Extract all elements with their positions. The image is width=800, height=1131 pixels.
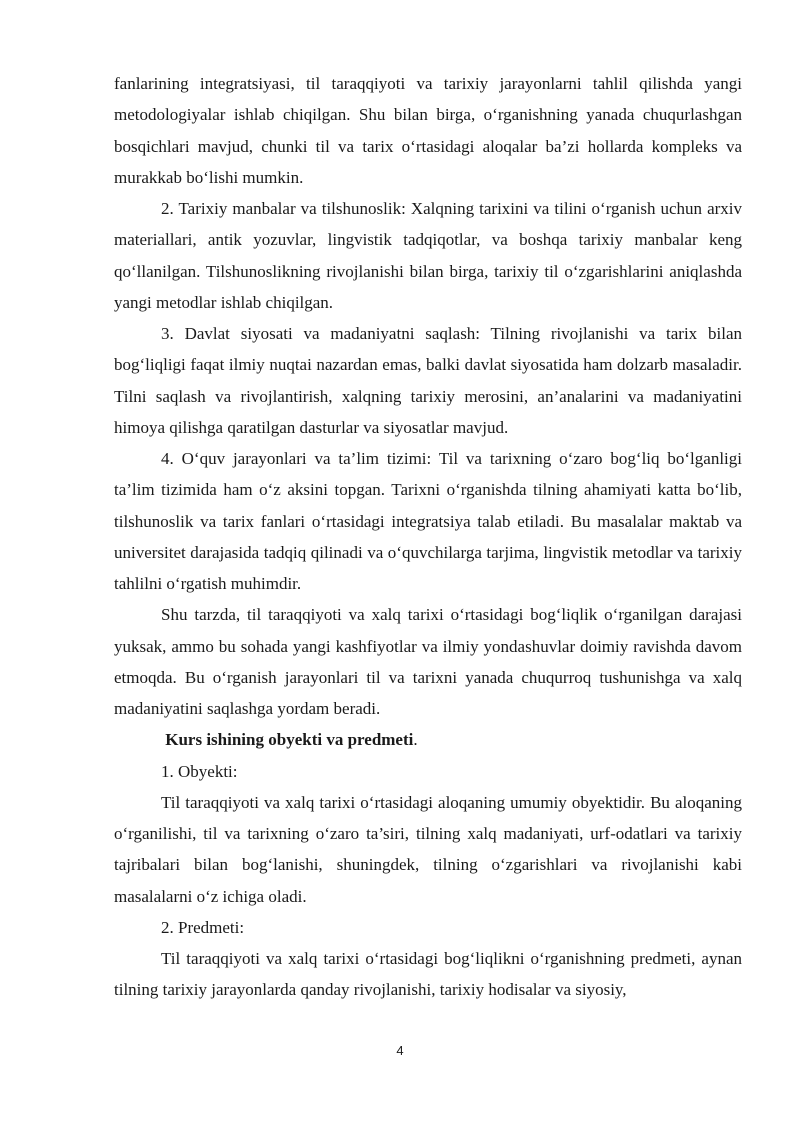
- subject-label: 2. Predmeti:: [161, 917, 245, 937]
- document-page: [114, 68, 742, 1006]
- object-label: 1. Obyekti:: [161, 761, 238, 781]
- paragraph-continuation: fanlarining integratsiyasi, til taraqqiyoti va tarixiy jarayonlarni tahlil qilishda yangi metodologiyalar ishlab chiqilgan. Shu bilan birga, o‘rganishning yanada chuqurlashgan bosqichlari mavjud, chunki til va tarix o‘rtasidagi aloqalar ba’zi hollarda kompleks va murakkab bo‘lishi mumkin.: [114, 74, 742, 187]
- subject-paragraph: Til taraqqiyoti va xalq tarixi o‘rtasidagi bog‘liqlikni o‘rganishning predmeti, aynan tilning tarixiy jarayonlarda qanday rivojlanishi, tarixiy hodisalar va siyosiy,: [114, 949, 742, 1000]
- paragraph-state-policy: 3. Davlat siyosati va madaniyatni saqlash: Tilning rivojlanishi va tarix bilan bog‘liqligi faqat ilmiy nuqtai nazardan emas, balki davlat siyosatida ham dolzarb masaladir. Tilni saqlash va rivojlantirish, xalqning tarixiy merosini, an’analarini va madaniyatini himoya qilishga qaratilgan dasturlar va siyosatlar mavjud.: [114, 324, 742, 437]
- section-heading-text: Kurs ishining obyekti va predmeti: [165, 730, 414, 750]
- paragraph-conclusion: Shu tarzda, til taraqqiyoti va xalq tarixi o‘rtasidagi bog‘liqlik o‘rganilgan darajasi yuksak, ammo bu sohada yangi kashfiyotlar va ilmiy yondashuvlar doimiy ravishda davom etmoqda. Bu o‘rganish jarayonlari til va tarixni yanada chuqurroq tushunishga va xalq madaniyatini saqlashga yordam beradi.: [114, 605, 742, 718]
- paragraph-historical-sources: 2. Tarixiy manbalar va tilshunoslik: Xalqning tarixini va tilini o‘rganish uchun arxiv materiallari, antik yozuvlar, lingvistik tadqiqotlar, va boshqa tarixiy manbalar keng qo‘llanilgan. Tilshunoslikning rivojlanishi bilan birga, tarixiy til o‘zgarishlarini aniqlashda yangi metodlar ishlab chiqilgan.: [114, 199, 742, 312]
- section-heading: [114, 724, 742, 755]
- page-number: 4: [396, 1043, 404, 1058]
- section-heading-period: .: [413, 730, 418, 750]
- object-paragraph: Til taraqqiyoti va xalq tarixi o‘rtasidagi aloqaning umumiy obyektidir. Bu aloqaning o‘rganilishi, til va tarixning o‘zaro ta’siri, tilning xalq madaniyati, urf-odatlari va tarixiy tajribalari bilan bog‘lanishi, shuningdek, tilning o‘zgarishlari va rivojlanishi kabi masalalarni o‘z ichiga oladi.: [114, 792, 742, 906]
- paragraph-education: 4. O‘quv jarayonlari va ta’lim tizimi: Til va tarixning o‘zaro bog‘liq bo‘lganligi ta’lim tizimida ham o‘z aksini topgan. Tarixni o‘rganishda tilning ahamiyati katta bo‘lib, tilshunoslik va tarix fanlari o‘rtasidagi integratsiya talab etiladi. Bu masalalar maktab va universitet darajasida tadqiq qilinadi va o‘quvchilarga tarjima, lingvistik metodlar va tarixiy tahlilni o‘rgatish muhimdir.: [114, 449, 742, 593]
